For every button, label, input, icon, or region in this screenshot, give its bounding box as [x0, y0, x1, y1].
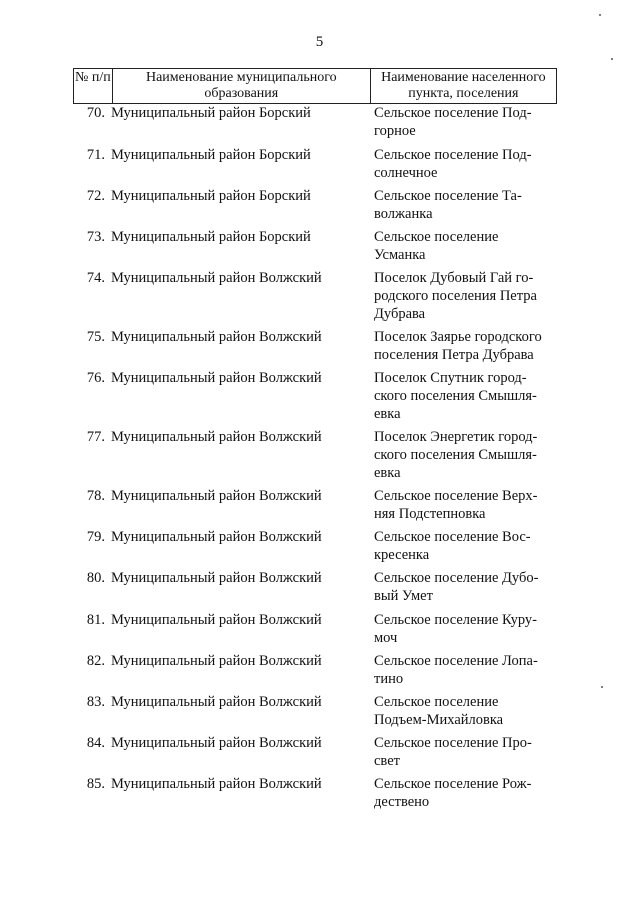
- row-municipality: Муниципальный район Волжский: [111, 488, 322, 504]
- settlement-line: Сельское поселение Под-: [374, 105, 532, 121]
- row-number: 77.: [86, 429, 105, 445]
- row-number: 80.: [86, 570, 105, 586]
- table-row: [73, 187, 557, 223]
- row-municipality: Муниципальный район Волжский: [111, 570, 322, 586]
- row-municipality: Муниципальный район Волжский: [111, 329, 322, 345]
- settlement-line: моч: [374, 630, 398, 646]
- table-row: [73, 693, 557, 729]
- row-number: 74.: [86, 270, 105, 286]
- row-municipality: Муниципальный район Волжский: [111, 653, 322, 669]
- settlement-line: Дубрава: [374, 306, 426, 322]
- settlement-line: кресенка: [374, 547, 430, 563]
- row-number: 70.: [86, 105, 105, 121]
- settlement-line: вый Умет: [374, 588, 433, 604]
- row-number: 79.: [86, 529, 105, 545]
- settlement-line: Поселок Дубовый Гай го-: [374, 270, 534, 286]
- row-municipality: Муниципальный район Борский: [111, 105, 311, 121]
- table-row: [73, 734, 557, 770]
- row-municipality: Муниципальный район Волжский: [111, 776, 322, 792]
- header-settlement: Наименование населенного пункта, поселения: [381, 70, 546, 101]
- row-settlement: [371, 104, 557, 140]
- row-settlement: [371, 569, 557, 605]
- table-row: [73, 146, 557, 182]
- row-settlement: [371, 487, 557, 523]
- row-municipality: Муниципальный район Борский: [111, 229, 311, 245]
- settlement-line: солнечное: [374, 165, 438, 181]
- row-settlement: [371, 146, 557, 182]
- settlement-line: Сельское поселение: [374, 694, 499, 710]
- settlement-line: Сельское поселение Лопа-: [374, 653, 538, 669]
- row-settlement: [371, 693, 557, 729]
- settlement-line: Поселок Энергетик город-: [374, 429, 538, 445]
- row-municipality: Муниципальный район Волжский: [111, 429, 322, 445]
- settlement-line: Сельское поселение Рож-: [374, 776, 532, 792]
- table-row: [73, 228, 557, 264]
- settlement-line: Сельское поселение: [374, 229, 499, 245]
- settlement-line: няя Подстепновка: [374, 506, 486, 522]
- row-municipality: Муниципальный район Волжский: [111, 270, 322, 286]
- row-settlement: [371, 187, 557, 223]
- settlement-line: Сельское поселение Та-: [374, 188, 522, 204]
- row-number: 73.: [86, 229, 105, 245]
- table-header: [73, 68, 557, 104]
- scan-speck: [611, 58, 613, 60]
- settlement-line: дествено: [374, 794, 430, 810]
- row-number: 85.: [86, 776, 105, 792]
- row-municipality: Муниципальный район Волжский: [111, 612, 322, 628]
- table-row: [73, 328, 557, 364]
- settlement-line: родского поселения Петра: [374, 288, 537, 304]
- table-row: [73, 428, 557, 482]
- settlement-line: Поселок Спутник город-: [374, 370, 527, 386]
- table-row: [73, 569, 557, 605]
- row-number: 82.: [86, 653, 105, 669]
- row-settlement: [371, 369, 557, 423]
- table-row: [73, 528, 557, 564]
- row-settlement: [371, 228, 557, 264]
- settlement-line: Сельское поселение Дубо-: [374, 570, 539, 586]
- row-settlement: [371, 269, 557, 323]
- settlement-line: тино: [374, 671, 404, 687]
- settlement-line: евка: [374, 406, 401, 422]
- table-row: [73, 269, 557, 323]
- row-municipality: Муниципальный район Волжский: [111, 735, 322, 751]
- settlement-line: Усманка: [374, 247, 426, 263]
- table-row: [73, 369, 557, 423]
- scan-speck: [599, 14, 601, 16]
- settlement-line: ского поселения Смышля-: [374, 447, 537, 463]
- settlement-line: Сельское поселение Верх-: [374, 488, 538, 504]
- row-settlement: [371, 428, 557, 482]
- table-row: [73, 611, 557, 647]
- row-number: 84.: [86, 735, 105, 751]
- table-row: [73, 487, 557, 523]
- scan-speck: [601, 686, 603, 688]
- row-municipality: Муниципальный район Борский: [111, 188, 311, 204]
- settlement-line: волжанка: [374, 206, 433, 222]
- row-municipality: Муниципальный район Волжский: [111, 370, 322, 386]
- row-settlement: [371, 734, 557, 770]
- row-number: 75.: [86, 329, 105, 345]
- row-settlement: [371, 528, 557, 564]
- row-number: 72.: [86, 188, 105, 204]
- settlement-line: Сельское поселение Про-: [374, 735, 532, 751]
- settlement-line: свет: [374, 753, 400, 769]
- settlement-line: горное: [374, 123, 416, 139]
- row-municipality: Муниципальный район Волжский: [111, 529, 322, 545]
- header-municipality: Наименование муниципального образования: [113, 69, 371, 103]
- row-number: 71.: [86, 147, 105, 163]
- row-settlement: [371, 775, 557, 811]
- page-number: 5: [315, 34, 324, 50]
- settlement-line: Сельское поселение Куру-: [374, 612, 538, 628]
- row-number: 76.: [86, 370, 105, 386]
- row-number: 78.: [86, 488, 105, 504]
- row-settlement: [371, 328, 557, 364]
- settlement-line: Сельское поселение Под-: [374, 147, 532, 163]
- settlement-line: евка: [374, 465, 401, 481]
- table-row: [73, 652, 557, 688]
- row-settlement: [371, 611, 557, 647]
- settlement-line: Сельское поселение Вос-: [374, 529, 531, 545]
- row-municipality: Муниципальный район Борский: [111, 147, 311, 163]
- settlement-line: ского поселения Смышля-: [374, 388, 537, 404]
- row-settlement: [371, 652, 557, 688]
- row-number: 81.: [86, 612, 105, 628]
- header-number: № п/п: [74, 69, 113, 103]
- row-number: 83.: [86, 694, 105, 710]
- settlement-line: Подъем-Михайловка: [374, 712, 504, 728]
- settlement-line: поселения Петра Дубрава: [374, 347, 534, 363]
- table-row: [73, 104, 557, 140]
- settlement-line: Поселок Заярье городского: [374, 329, 542, 345]
- row-municipality: Муниципальный район Волжский: [111, 694, 322, 710]
- table-row: [73, 775, 557, 811]
